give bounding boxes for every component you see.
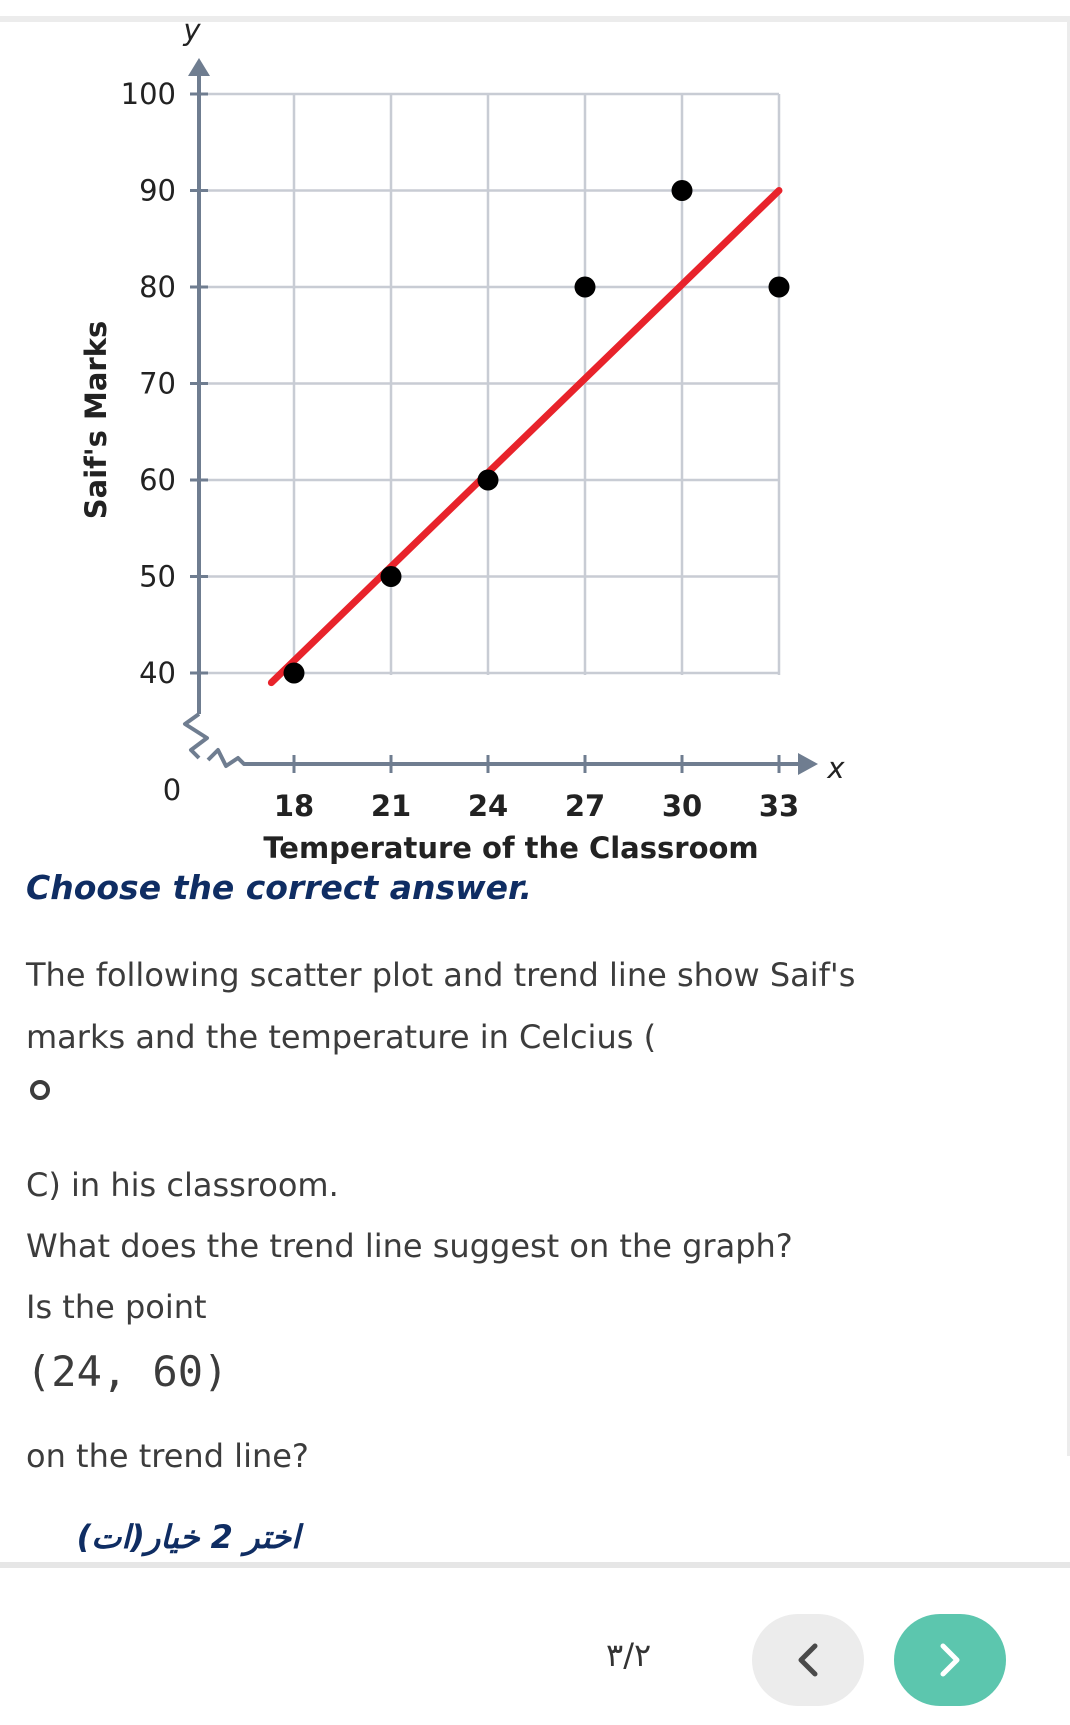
y-tick-label: 50 <box>139 559 176 594</box>
y-tick-label: 100 <box>120 77 176 111</box>
question-line-5: Is the point <box>26 1288 207 1326</box>
question-line-2: marks and the temperature in Celcius ( <box>26 1018 657 1056</box>
y-axis-arrow-icon <box>188 58 210 76</box>
x-axis-letter: x <box>827 751 845 785</box>
y-axis-letter: y <box>183 13 201 47</box>
question-line-4: What does the trend line suggest on the graph? <box>26 1227 793 1265</box>
x-axis-title: Temperature of the Classroom <box>263 831 759 865</box>
next-button[interactable] <box>894 1614 1006 1706</box>
y-axis-title: Saif's Marks <box>79 320 113 520</box>
x-tick-label: 18 <box>273 789 315 823</box>
instruction-title: Choose the correct answer. <box>26 868 533 907</box>
bottom-divider <box>0 1562 1070 1568</box>
question-line-1: The following scatter plot and trend line show Saif's <box>26 956 856 994</box>
y-tick-label: 90 <box>139 173 176 208</box>
y-tick-label: 80 <box>139 270 176 304</box>
x-tick-label: 24 <box>467 789 509 823</box>
data-point <box>478 470 499 491</box>
data-point <box>284 663 305 684</box>
origin-label: 0 <box>162 773 182 807</box>
y-tick-label: 70 <box>139 366 176 401</box>
y-tick-label: 60 <box>139 463 176 497</box>
x-axis-arrow-icon <box>798 753 818 775</box>
data-point <box>769 277 790 298</box>
x-axis-line <box>208 750 800 766</box>
question-line-6: on the trend line? <box>26 1437 309 1475</box>
data-point <box>672 180 693 201</box>
x-tick-label: 27 <box>564 789 606 823</box>
trend-line <box>271 191 779 683</box>
chevron-left-icon <box>793 1640 823 1680</box>
page-indicator: ٣/٢ <box>606 1636 652 1674</box>
degree-symbol-icon <box>30 1080 50 1100</box>
previous-button[interactable] <box>752 1614 864 1706</box>
chevron-right-icon <box>935 1640 965 1680</box>
data-point <box>381 566 402 587</box>
y-tick-label: 40 <box>139 656 176 690</box>
question-line-3: C) in his classroom. <box>26 1166 339 1204</box>
x-tick-label: 33 <box>758 789 800 823</box>
point-coordinates: (24, 60) <box>26 1347 229 1396</box>
x-tick-label: 21 <box>370 789 412 823</box>
selection-hint: اختر 2 خيار(ات) <box>76 1518 300 1556</box>
axis-break-icon <box>185 714 207 758</box>
x-tick-label: 30 <box>661 789 703 823</box>
data-point <box>575 277 596 298</box>
